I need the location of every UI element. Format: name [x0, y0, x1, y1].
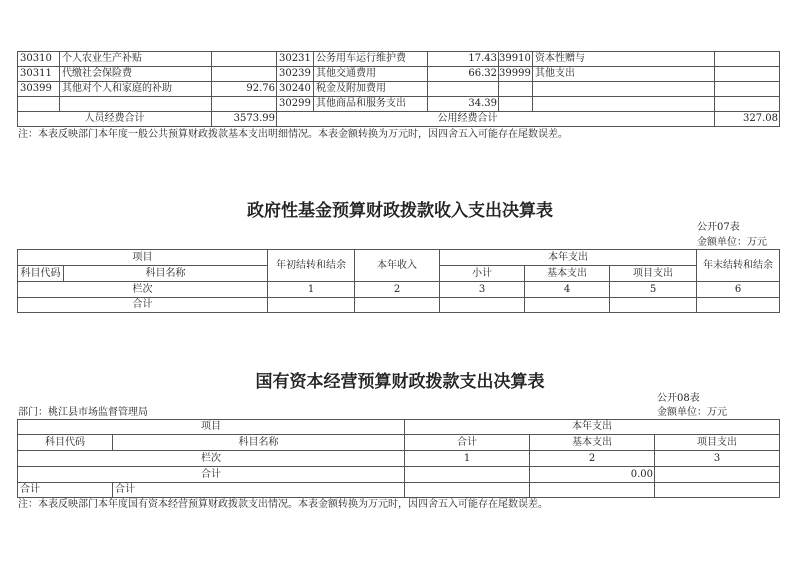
- header-current-expense: 本年支出: [440, 250, 697, 266]
- subject-code-cell: 30231: [277, 52, 314, 67]
- basic-expense-detail-table: [17, 51, 780, 127]
- subject-code-cell: 30240: [277, 82, 314, 97]
- empty-cell: [530, 483, 655, 498]
- state-capital-unit-label: 金额单位：万元: [657, 407, 727, 418]
- subject-name-cell: 其他交通费用: [314, 67, 428, 82]
- amount-cell: [212, 52, 277, 67]
- subject-code-cell: 30399: [18, 82, 60, 97]
- amount-cell: 92.76: [212, 82, 277, 97]
- empty-cell: [697, 298, 780, 313]
- public-total-value: 327.08: [715, 112, 780, 127]
- subject-name-cell: 资本性赠与: [533, 52, 715, 67]
- column-index: 6: [697, 282, 780, 298]
- empty-cell: [655, 467, 780, 483]
- subject-name-cell: 税金及附加费用: [314, 82, 428, 97]
- total-basic-expense-value: 0.00: [530, 467, 655, 483]
- amount-cell: [212, 97, 277, 112]
- state-capital-form-number: 公开08表: [657, 393, 700, 404]
- column-index: 3: [440, 282, 525, 298]
- public-total-label: 公用经费合计: [277, 112, 715, 127]
- subject-code-cell: [499, 97, 533, 112]
- header-project-expense: 项目支出: [655, 435, 780, 451]
- subject-code-cell: [499, 82, 533, 97]
- gov-fund-table: [17, 249, 780, 313]
- empty-cell: [405, 483, 530, 498]
- empty-cell: [525, 298, 610, 313]
- amount-cell: [715, 97, 780, 112]
- empty-cell: [610, 298, 697, 313]
- total-label: 合计: [18, 298, 268, 313]
- header-project-expense: 项目支出: [610, 266, 697, 282]
- header-item: 项目: [18, 250, 268, 266]
- header-subject-name: 科目名称: [64, 266, 268, 282]
- empty-cell: [655, 483, 780, 498]
- subject-name-cell: 其他支出: [533, 67, 715, 82]
- header-subtotal: 小计: [440, 266, 525, 282]
- empty-cell: [405, 467, 530, 483]
- header-current-income: 本年收入: [355, 250, 440, 282]
- gov-fund-unit-label: 金额单位：万元: [697, 237, 767, 248]
- header-opening-balance: 年初结转和结余: [268, 250, 355, 282]
- personnel-total-value: 3573.99: [212, 112, 277, 127]
- subject-name-cell: [533, 97, 715, 112]
- footer-name-cell: 合计: [113, 483, 405, 498]
- gov-fund-form-number: 公开07表: [697, 222, 740, 233]
- basic-expense-note: 注：本表反映部门本年度一般公共预算财政拨款基本支出明细情况。本表金额转换为万元时，因四舍五入可能存在尾数误差。: [18, 129, 568, 140]
- amount-cell: 34.39: [428, 97, 499, 112]
- amount-cell: [428, 82, 499, 97]
- subject-name-cell: 其他对个人和家庭的补助: [60, 82, 212, 97]
- amount-cell: 17.43: [428, 52, 499, 67]
- subject-code-cell: 39999: [499, 67, 533, 82]
- header-item: 项目: [18, 420, 405, 435]
- subject-name-cell: 其他商品和服务支出: [314, 97, 428, 112]
- gov-fund-table-title: 政府性基金预算财政拨款收入支出决算表: [247, 201, 553, 221]
- state-capital-table: [17, 419, 780, 498]
- column-index: 1: [405, 451, 530, 467]
- subject-code-cell: [18, 97, 60, 112]
- amount-cell: [715, 67, 780, 82]
- subject-name-cell: 公务用车运行维护费: [314, 52, 428, 67]
- subject-code-cell: 30311: [18, 67, 60, 82]
- column-index-label: 栏次: [18, 282, 268, 298]
- footer-code-cell: 合计: [18, 483, 113, 498]
- header-subject-code: 科目代码: [18, 435, 113, 451]
- header-total: 合计: [405, 435, 530, 451]
- column-index: 5: [610, 282, 697, 298]
- column-index: 2: [530, 451, 655, 467]
- header-subject-code: 科目代码: [18, 266, 64, 282]
- subject-name-cell: 个人农业生产补贴: [60, 52, 212, 67]
- empty-cell: [355, 298, 440, 313]
- state-capital-table-title: 国有资本经营预算财政拨款支出决算表: [255, 372, 545, 392]
- empty-cell: [268, 298, 355, 313]
- subject-name-cell: 代缴社会保险费: [60, 67, 212, 82]
- column-index: 2: [355, 282, 440, 298]
- subject-code-cell: 30310: [18, 52, 60, 67]
- column-index: 1: [268, 282, 355, 298]
- amount-cell: [715, 82, 780, 97]
- empty-cell: [440, 298, 525, 313]
- amount-cell: [715, 52, 780, 67]
- subject-code-cell: 30299: [277, 97, 314, 112]
- header-subject-name: 科目名称: [113, 435, 405, 451]
- subject-name-cell: [60, 97, 212, 112]
- header-current-expense: 本年支出: [405, 420, 780, 435]
- column-index-label: 栏次: [18, 451, 405, 467]
- department-label: 部门：桃江县市场监督管理局: [18, 407, 148, 418]
- subject-code-cell: 39910: [499, 52, 533, 67]
- column-index: 3: [655, 451, 780, 467]
- personnel-total-label: 人员经费合计: [18, 112, 212, 127]
- header-basic-expense: 基本支出: [530, 435, 655, 451]
- header-basic-expense: 基本支出: [525, 266, 610, 282]
- amount-cell: 66.32: [428, 67, 499, 82]
- subject-name-cell: [533, 82, 715, 97]
- header-closing-balance: 年末结转和结余: [697, 250, 780, 282]
- column-index: 4: [525, 282, 610, 298]
- amount-cell: [212, 67, 277, 82]
- state-capital-note: 注：本表反映部门本年度国有资本经营预算财政拨款支出情况。本表金额转换为万元时，因四舍五入可能存在尾数误差。: [18, 499, 548, 510]
- total-label: 合计: [18, 467, 405, 483]
- subject-code-cell: 30239: [277, 67, 314, 82]
